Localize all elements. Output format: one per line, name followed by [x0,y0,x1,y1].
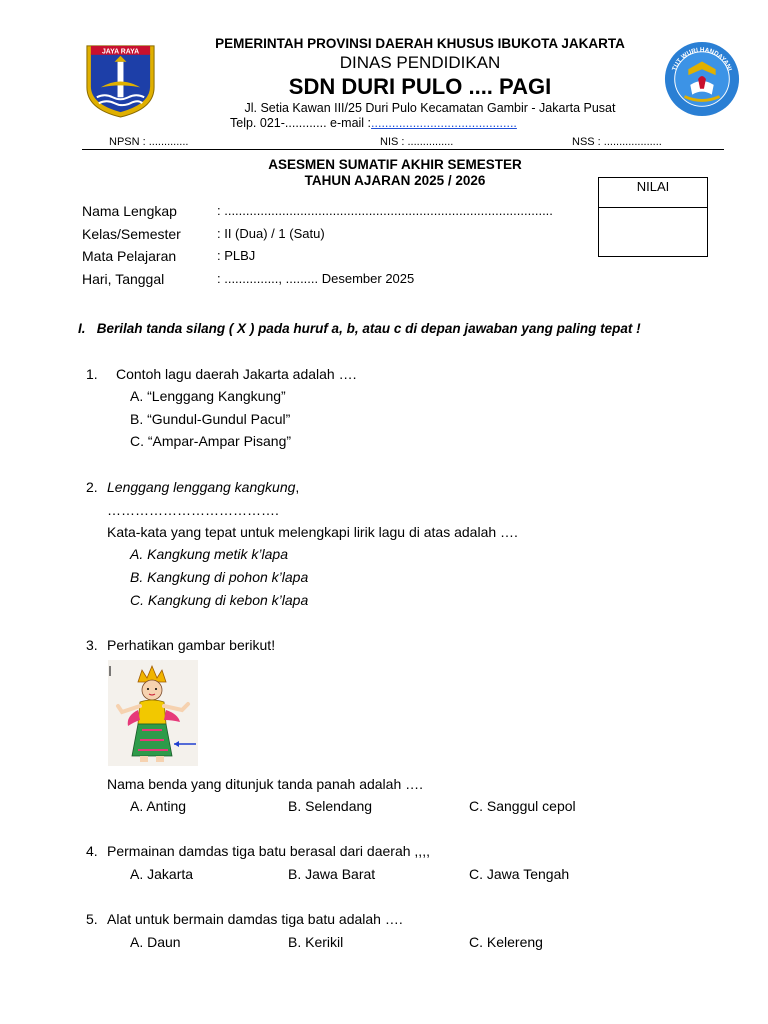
nss-field: NSS : ................... [572,136,662,148]
question-3-option-c[interactable]: C. Sanggul cepol [469,798,576,814]
score-box [598,177,708,257]
question-5-option-a[interactable]: A. Daun [130,934,181,950]
question-5-number: 5. [86,911,98,927]
header-telp: Telp. 021-............ e-mail : [230,116,372,130]
score-label: NILAI [636,179,670,194]
dancer-illustration-icon [108,660,198,766]
identity-label-date: Hari, Tanggal [82,271,165,287]
score-box-divider [599,207,707,208]
question-5-option-b[interactable]: B. Kerikil [288,934,344,950]
exam-year: TAHUN AJARAN 2025 / 2026 [304,173,486,188]
question-2-blank: ………………………………. [107,502,279,518]
identity-label-subject: Mata Pelajaran [82,248,177,264]
section-number: I. [78,321,86,336]
question-2-lyric-text: Lenggang lenggang kangkung [107,479,296,495]
question-1-text: Contoh lagu daerah Jakarta adalah …. [116,366,357,382]
identity-value-name[interactable]: : ........................................................................................... [217,203,553,218]
question-3-option-a[interactable]: A. Anting [130,798,187,814]
question-5-text: Alat untuk bermain damdas tiga batu adalah …. [107,911,403,927]
question-2-lyric [107,479,299,495]
header-divider [82,149,724,150]
identity-label-class: Kelas/Semester [82,226,181,242]
question-5-option-c[interactable]: C. Kelereng [469,934,543,950]
question-3-text: Perhatikan gambar berikut! [107,637,276,653]
logo-right-text: TUT WURI HANDAYANI [671,46,733,72]
question-2-option-b[interactable]: B. Kangkung di pohon k’lapa [130,569,309,585]
header-school-name: SDN DURI PULO .... PAGI [288,74,552,99]
identity-value-subject: : PLBJ [217,248,256,263]
question-2-number: 2. [86,479,98,495]
instruction-text: Berilah tanda silang ( X ) pada huruf a, b, atau c di depan jawaban yang paling tepat ! [96,321,641,336]
identity-value-class: : II (Dua) / 1 (Satu) [217,226,325,241]
question-1-option-b[interactable]: B. “Gundul-Gundul Pacul” [130,411,291,427]
header-government: PEMERINTAH PROVINSI DAERAH KHUSUS IBUKOTA JAKARTA [215,36,625,51]
nis-field: NIS : ............... [380,136,454,148]
question-1-option-c[interactable]: C. “Ampar-Ampar Pisang” [130,433,292,449]
exam-title: ASESMEN SUMATIF AKHIR SEMESTER [268,157,522,172]
question-4-text: Permainan damdas tiga batu berasal dari daerah ,,,, [107,843,430,859]
question-4-option-b[interactable]: B. Jawa Barat [288,866,376,882]
question-4-option-c[interactable]: C. Jawa Tengah [469,866,570,882]
header-contact [230,116,517,130]
question-3-option-b[interactable]: B. Selendang [288,798,373,814]
question-2-lyric-comma: , [295,479,300,495]
question-2-option-c[interactable]: C. Kangkung di kebon k’lapa [130,592,309,608]
logo-left-text: JAYA RAYA [101,48,140,56]
question-3-number: 3. [86,637,98,653]
jakarta-emblem-icon [81,40,160,119]
header-department: DINAS PENDIDIKAN [339,53,501,72]
identity-label-name: Nama Lengkap [82,203,177,219]
question-2-option-a[interactable]: A. Kangkung metik k’lapa [130,546,288,562]
npsn-field: NPSN : ............. [109,136,189,148]
question-4-number: 4. [86,843,98,859]
email-link[interactable]: .......................................... [371,116,517,130]
question-3-prompt: Nama benda yang ditunjuk tanda panah adalah …. [107,776,424,792]
question-1-option-a[interactable]: A. “Lenggang Kangkung” [130,388,286,404]
header-address: Jl. Setia Kawan III/25 Duri Pulo Kecamatan Gambir - Jakarta Pusat [244,101,616,115]
question-4-option-a[interactable]: A. Jakarta [130,866,194,882]
question-2-text: Kata-kata yang tepat untuk melengkapi lirik lagu di atas adalah …. [107,524,518,540]
question-1-number: 1. [86,366,98,382]
section-instruction [78,321,641,336]
identity-value-date[interactable]: : ..............., ......... Desember 2025 [217,271,415,286]
